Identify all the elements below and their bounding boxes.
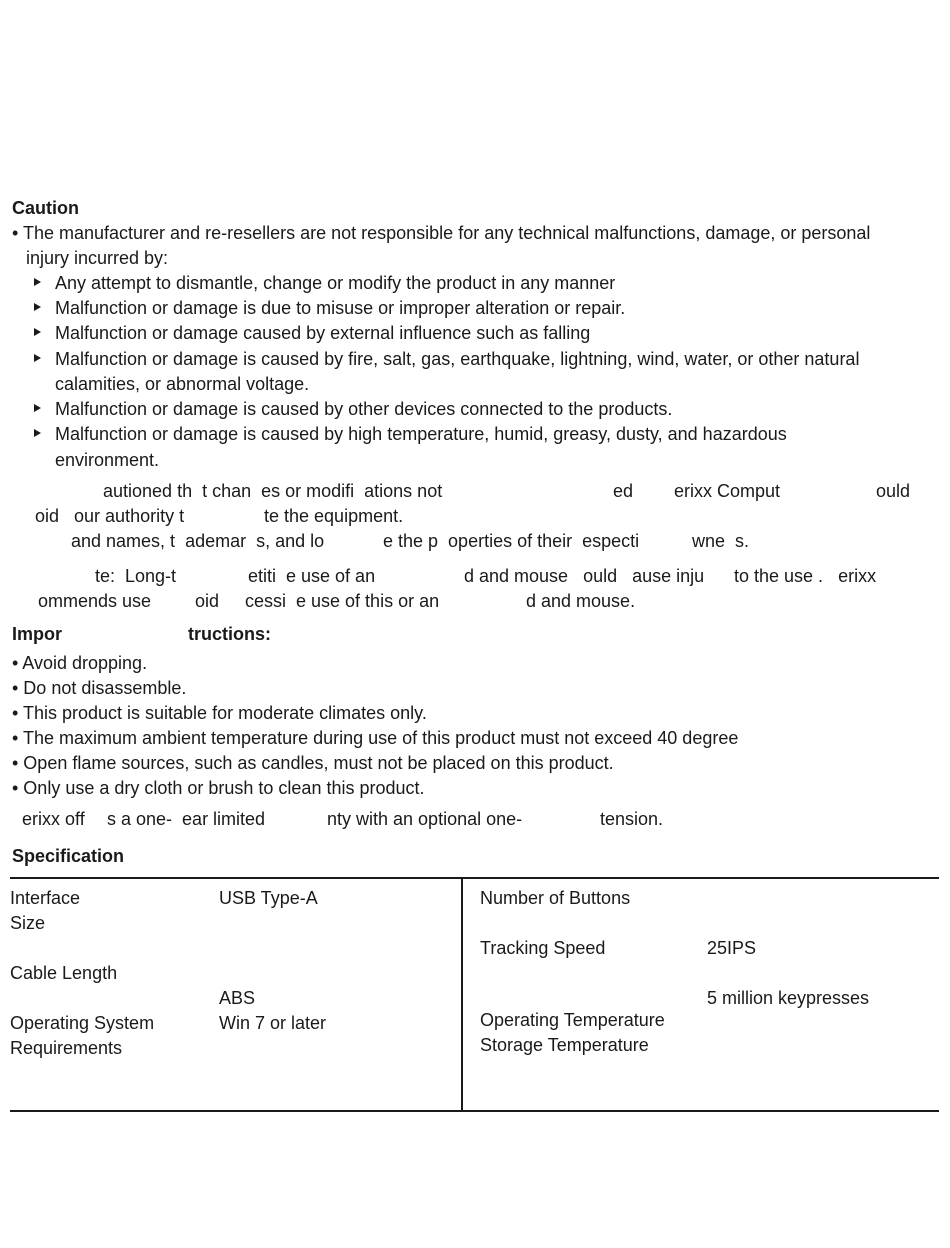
note-fragment: to the use . erixx — [734, 566, 877, 586]
spec-label-cable-length: Cable Length — [10, 963, 118, 983]
instruction-item: • This product is suitable for moderate climates only. — [12, 703, 427, 723]
caution-item — [34, 271, 615, 296]
trademark-fragment: e the p operties of their especti — [383, 531, 640, 551]
caution-item — [34, 296, 625, 321]
notice-fragment: ed — [613, 481, 634, 501]
triangle-bullet-icon — [34, 278, 41, 286]
spec-table-bottom-rule — [10, 1110, 939, 1112]
note-fragment: oid — [195, 591, 220, 611]
spec-label-interface: Interface — [10, 888, 81, 908]
spec-label-size: Size — [10, 913, 46, 933]
triangle-bullet-icon — [34, 404, 41, 412]
note-fragment: etiti e use of an — [248, 566, 376, 586]
instruction-item: • Only use a dry cloth or brush to clean this product. — [12, 778, 425, 798]
spec-value-material: ABS — [219, 988, 256, 1008]
instruction-item: • The maximum ambient temperature during use of this product must not exceed 40 degree — [12, 728, 739, 748]
instruction-item: • Avoid dropping. — [12, 653, 148, 673]
warranty-fragment: nty with an optional one- — [327, 809, 523, 829]
spec-label-operating-temperature: Operating Temperature — [480, 1010, 665, 1030]
warranty-fragment: erixx off — [22, 809, 85, 829]
caution-item-continuation: calamities, or abnormal voltage. — [55, 374, 310, 394]
spec-value-key-life: 5 million keypresses — [707, 988, 870, 1008]
trademark-fragment: and names, t ademar s, and lo — [71, 531, 325, 551]
caution-item-text: Malfunction or damage is caused by high temperature, humid, greasy, dusty, and hazardous — [55, 424, 787, 444]
spec-table-top-rule — [10, 877, 939, 879]
instruction-item: • Open flame sources, such as candles, must not be placed on this product. — [12, 753, 614, 773]
warranty-fragment: s a one- ear limited — [107, 809, 266, 829]
note-fragment: cessi e use of this or an — [245, 591, 440, 611]
spec-label-storage-temperature: Storage Temperature — [480, 1035, 649, 1055]
spec-value-interface: USB Type-A — [219, 888, 318, 908]
triangle-bullet-icon — [34, 328, 41, 336]
notice-fragment: autioned th t chan es or modifi ations not — [103, 481, 443, 501]
notice-fragment: te the equipment. — [264, 506, 404, 526]
instruction-item: • Do not disassemble. — [12, 678, 187, 698]
caution-intro-line2: injury incurred by: — [26, 248, 169, 268]
caution-item-text: Malfunction or damage caused by external influence such as falling — [55, 323, 591, 343]
spec-value-os: Win 7 or later — [219, 1013, 327, 1033]
important-heading-fragment: Impor — [12, 624, 63, 644]
note-fragment: te: Long-t — [95, 566, 177, 586]
warranty-fragment: tension. — [600, 809, 664, 829]
caution-item — [34, 321, 590, 346]
caution-item-text: Malfunction or damage is due to misuse or improper alteration or repair. — [55, 298, 626, 318]
caution-item-text: Malfunction or damage is caused by other devices connected to the products. — [55, 399, 673, 419]
caution-intro-line1: • The manufacturer and re-resellers are not responsible for any technical malfunctions, damage, or personal — [12, 223, 871, 243]
important-heading-fragment: tructions: — [188, 624, 271, 644]
triangle-bullet-icon — [34, 429, 41, 437]
caution-item — [34, 397, 672, 422]
caution-item-text: Any attempt to dismantle, change or modify the product in any manner — [55, 273, 616, 293]
spec-label-buttons: Number of Buttons — [480, 888, 631, 908]
caution-item — [34, 422, 787, 447]
spec-value-tracking-speed: 25IPS — [707, 938, 757, 958]
notice-fragment: oid our authority t — [35, 506, 185, 526]
triangle-bullet-icon — [34, 303, 41, 311]
spec-label-tracking-speed: Tracking Speed — [480, 938, 606, 958]
note-fragment: d and mouse ould ause inju — [464, 566, 705, 586]
caution-item — [34, 347, 859, 372]
caution-heading: Caution — [12, 198, 79, 218]
caution-item-continuation: environment. — [55, 450, 160, 470]
trademark-fragment: wne s. — [692, 531, 750, 551]
spec-label-os: Operating System — [10, 1013, 155, 1033]
caution-item-text: Malfunction or damage is caused by fire, salt, gas, earthquake, lightning, wind, water, or other natural — [55, 349, 860, 369]
spec-label-requirements: Requirements — [10, 1038, 123, 1058]
notice-fragment: ould — [876, 481, 911, 501]
notice-fragment: erixx Comput — [674, 481, 781, 501]
spec-table-divider — [461, 877, 463, 1112]
note-fragment: d and mouse. — [526, 591, 636, 611]
triangle-bullet-icon — [34, 354, 41, 362]
note-fragment: ommends use — [38, 591, 152, 611]
spec-heading: Specification — [12, 846, 125, 866]
